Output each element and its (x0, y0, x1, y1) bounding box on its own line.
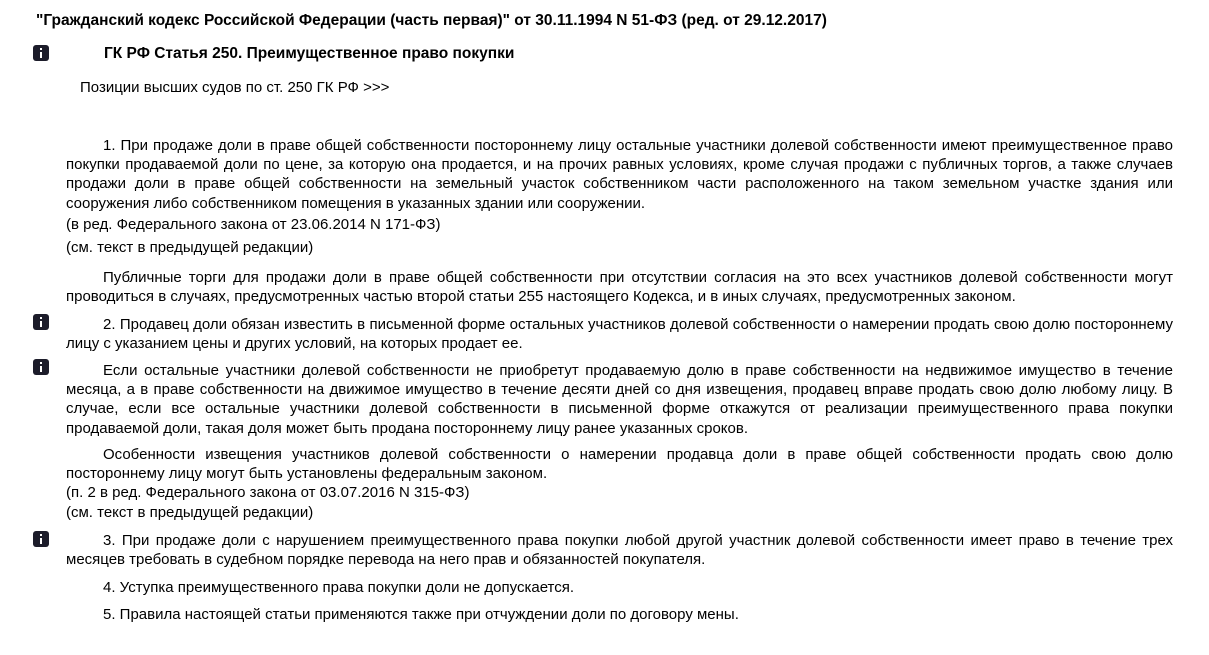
document-title: "Гражданский кодекс Российской Федерации (часть первая)" от 30.11.1994 N 51-ФЗ (ред. от 29.12.2017) (36, 12, 827, 29)
previous-edition-link-1[interactable]: (см. текст в предыдущей редакции) (66, 239, 314, 256)
paragraph-3: 3. При продаже доли с нарушением преимущественного права покупки любой другой участник долевой собственности имеет право в течение трех месяцев требовать в судебном порядке перевода на него прав и обязанностей покупателя. (66, 532, 1173, 569)
info-marker-icon[interactable] (33, 531, 49, 547)
paragraph-2: 2. Продавец доли обязан известить в письменной форме остальных участников долевой собственности о намерении продать свою долю постороннему лицу с указанием цены и других условий, на которых продает ее. (66, 316, 1173, 353)
paragraph-5: 5. Правила настоящей статьи применяются также при отчуждении доли по договору мены. (103, 606, 739, 623)
previous-edition-link-2[interactable]: (см. текст в предыдущей редакции) (66, 504, 314, 521)
paragraph-1: 1. При продаже доли в праве общей собственности постороннему лицу остальные участники долевой собственности имеют преимущественное право покупки продаваемой доли по цене, за которую она продается, и на прочих равных условиях, кроме случая продажи с публичных торгов, а также случаев продажи доли в праве общей собственности на земельный участок собственником части расположенного на таком земельном участке здания или сооружения либо собственником помещения в указанных здании или сооружении. (66, 137, 1173, 212)
paragraph-1-public-auction: Публичные торги для продажи доли в праве общей собственности при отсутствии согласия на это всех участников долевой собственности могут проводиться в случаях, предусмотренных частью второй статьи 255 настоящего Кодекса, и в иных случаях, предусмотренных законом. (66, 269, 1173, 306)
info-marker-icon[interactable] (33, 45, 49, 61)
paragraph-4: 4. Уступка преимущественного права покупки доли не допускается. (103, 579, 575, 596)
article-title: ГК РФ Статья 250. Преимущественное право покупки (104, 45, 515, 62)
higher-courts-link[interactable]: Позиции высших судов по ст. 250 ГК РФ >>> (80, 79, 390, 96)
amendment-note-1: (в ред. Федерального закона от 23.06.2014 N 171-ФЗ) (66, 216, 441, 233)
info-marker-icon[interactable] (33, 359, 49, 375)
paragraph-2-deadlines: Если остальные участники долевой собственности не приобретут продаваемую долю в праве собственности на недвижимое имущество в течение месяца, а в праве собственности на движимое имущество в течение десяти дней со дня извещения, продавец вправе продать свою долю любому лицу. В случае, если все остальные участники долевой собственности в письменной форме откажутся от реализации преимущественного права покупки продаваемой доли, такая доля может быть продана постороннему лицу ранее указанных сроков. (66, 362, 1173, 437)
amendment-note-2: (п. 2 в ред. Федерального закона от 03.07.2016 N 315-ФЗ) (66, 484, 470, 501)
paragraph-2-notification: Особенности извещения участников долевой собственности о намерении продавца доли в праве общей собственности продать свою долю постороннему лицу могут быть установлены федеральным законом. (66, 446, 1173, 483)
info-marker-icon[interactable] (33, 314, 49, 330)
